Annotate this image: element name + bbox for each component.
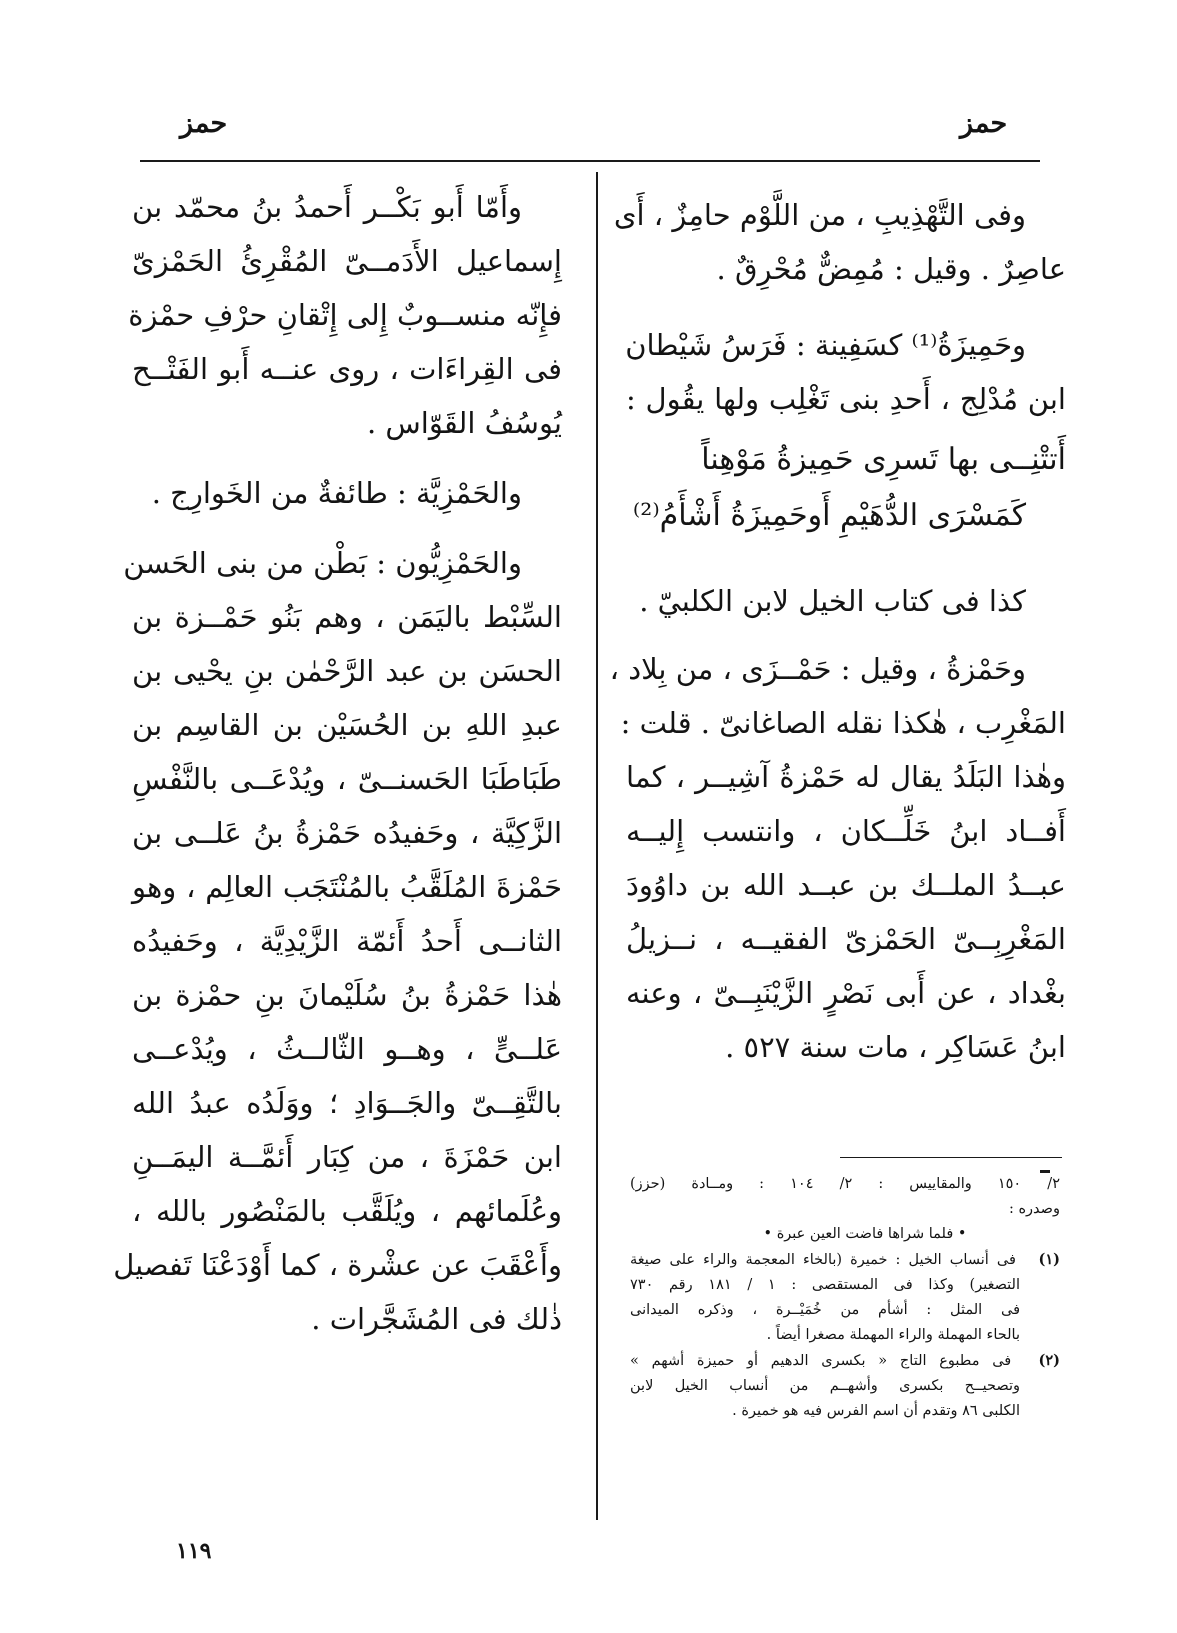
text-line: عبــدُ الملــك بن عبــد الله بن داوُودَ [626,868,1066,902]
text-line: وهٰذا البَلَدُ يقال له حَمْزةُ آشِيــر ، كما [626,760,1066,794]
text-line: فى القِراءَات ، روى عنــه أَبو الفَتْــح [132,352,562,386]
text-line: عَلــىٍّ ، وهــو الثّالــثُ ، ويُدْعــى [132,1032,562,1066]
right-column [609,188,1066,1074]
footnote-rule [840,1157,1062,1158]
text-line: المَغْرِبِــىّ الحَمْزىّ الفقيــه ، نــزيلُ [626,922,1066,956]
footnote-2-line: الكلبى ٨٦ وتقدم أن اسم الفرس فيه هو خميرة . [732,1403,1020,1419]
footnote-1-line: التصغير) وكذا فى المستقصى : ١ / ١٨١ رقم ٧٣٠ [630,1277,1020,1293]
text-line: والحَمْزِيَّة : طائفةٌ من الخَوارِج . [151,476,522,510]
left-column [113,180,562,1346]
footnote-2-line: وتصحيــح بكسرى وأشهــم من أنساب الخيل لابن [630,1378,1020,1394]
text-line: وأَعْقَبَ عن عشْرة ، كما أَوْدَعْنَا تَفصيل [113,1248,562,1282]
text-line: عبدِ اللهِ بن الحُسَيْن بن القاسِم بن [132,708,562,742]
text-line: فإِنّه منســوبٌ إِلى إِتْقانِ حرْفِ حمْزة [128,298,562,332]
footnote-line: ٢/ ١٥٠ والمقاييس : ٢/ ١٠٤ : ومــادة (حزز) [630,1176,1060,1192]
text-line: السِّبْط باليَمَن ، وهم بَنُو حَمْــزة بن [132,600,562,634]
footnote-line: وصدره : [1008,1201,1060,1217]
text-line: ابن مُدْلِج ، أَحدِ بنى تَغْلِب ولها يقُول : [626,382,1066,416]
footnote-number: (٢) [1038,1352,1061,1369]
text-line: بالتَّقِــىّ والجَــوَادِ ؛ ووَلَدُه عبدُ الله [132,1086,562,1120]
column-divider [596,172,598,1520]
text-line: ابنُ عَسَاكِر ، مات سنة ٥٢٧ . [725,1030,1066,1064]
text-line: وحَمْزةُ ، وقيل : حَمْــزَى ، من بِلاد ، [609,652,1026,686]
text-line: والحَمْزِيُّون : بَطْن من بنى الحَسن [123,546,522,580]
footnote-1-line: (١) فى أنساب الخيل : خميرة (بالخاء المعجمة والراء على صيغة [630,1247,1060,1273]
footnote-number: (١) [1038,1251,1060,1268]
text-line: ذٰلك فى المُشَجَّرات . [311,1302,562,1336]
footnote-1-line: بالحاء المهملة والراء المهملة مصغرا أيضاً . [766,1327,1020,1343]
text-line: بغْداد ، عن أَبى نَصْرٍ الزَّيْنَبِــىّ ، وعنه [626,976,1066,1010]
header-rule [140,160,1040,162]
text-line: الحسَن بن عبد الرَّحْمٰن بنِ يحْيى بن [132,654,562,688]
text-line: ابن حَمْزَةَ ، من كِبَار أَئمَّــة اليمَــنِ [132,1140,562,1174]
verse-hemistich-1: أَتتْنِــى بها تَسرِى حَمِيزةُ مَوْهِناً [701,442,1066,477]
footnote-1-line: فى المثل : أشأم من خُمَيْــرة ، وذكره الميدانى [630,1302,1020,1318]
running-head-left: حمز [180,108,228,139]
text-line: الثانــى أَحدُ أَئمّة الزَّيْدِيَّة ، وحَفيدُه [132,924,562,958]
text-line: أَفــاد ابنُ خَلِّــكان ، وانتسب إِليــه [626,814,1066,848]
footnote-2-line: (٢) فى مطبوع التاج « بكسرى الدهيم أو حميزة أشهم » [630,1348,1060,1374]
text-line: هٰذا حَمْزةُ بنُ سُلَيْمانَ بنِ حمْزة بن [132,978,562,1012]
text-line: وحَمِيزَةُ⁽¹⁾ كسَفِينة : فَرَسُ شَيْطان [625,328,1026,362]
text-line: طَبَاطَبَا الحَسنــىّ ، ويُدْعَــى بالنَّفْسِ [132,762,562,796]
verse-hemistich-2: كَمَسْرَى الدُّهَيْمِ أَوحَمِيزَةُ أَشْأَمُ⁽²⁾ [632,498,1026,533]
text-line: الزَّكِيَّة ، وحَفيدُه حَمْزةُ بنُ عَلــى بن [132,816,562,850]
text-line: عاصِرٌ . وقيل : مُمِضٌّ مُحْرِقٌ . [716,252,1066,286]
text-line: كذا فى كتاب الخيل لابن الكلبيّ . [639,584,1026,618]
footnotes [630,1172,1060,1424]
footnote-verse: • فلما شراها فاضت العين عبرة • [763,1226,967,1242]
text-line: يُوسُفُ القَوّاس . [366,406,562,440]
text-line: وعُلَمائهم ، ويُلَقَّب بالمَنْصُور بالله ، [132,1194,562,1228]
text-line: حَمْزةَ المُلَقَّبُ بالمُنْتَجَب العالِم ، وهو [132,870,562,904]
running-head-right: حمز [960,108,1008,139]
text-line: وفى التَّهْذِيبِ ، من اللَّوْم حامِزٌ ، أَى [613,198,1026,232]
text-line: وأَمّا أَبو بَكْــر أَحمدُ بنُ محمّد بن [132,190,522,224]
text-line: إِسماعيل الأَدَمــىّ المُقْرِئُ الحَمْزىّ [132,244,562,278]
text-line: المَغْرِب ، هٰكذا نقله الصاغانىّ . قلت : [620,706,1066,740]
page-number: ١١٩ [176,1538,212,1564]
